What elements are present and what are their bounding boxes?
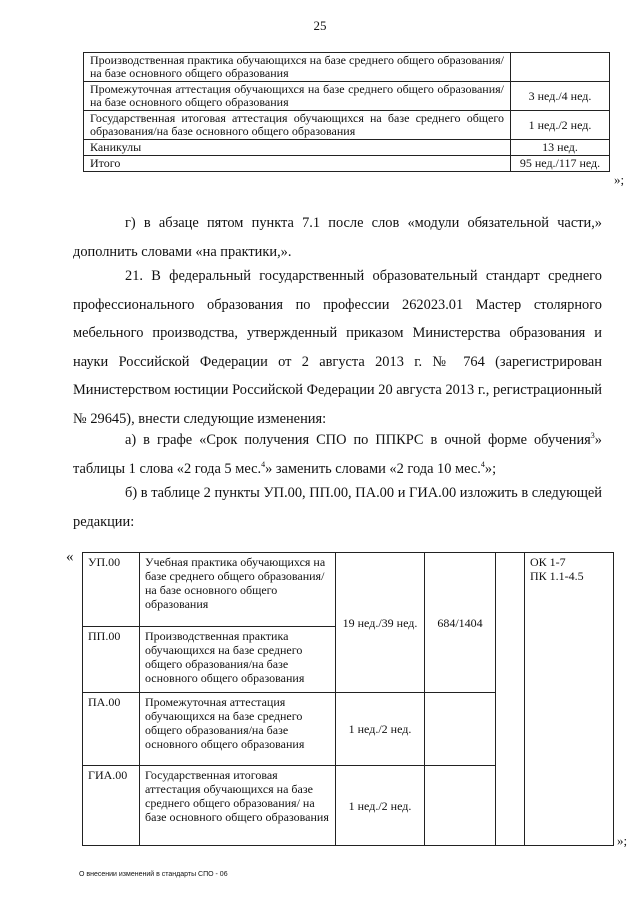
table-cell-name: Государственная итоговая аттестация обучающихся на базе среднего общего образования/ на базе основного общего образования xyxy=(140,766,336,846)
table-cell-duration xyxy=(511,53,610,82)
paragraph-21 xyxy=(73,262,602,433)
paragraph-a-part2: » таблицы 1 слова «2 года 5 мес. xyxy=(73,432,602,477)
table-cell-weeks: 1 нед./2 нед. xyxy=(336,693,425,766)
table-cell-empty xyxy=(496,553,525,846)
table-cell-hours xyxy=(425,693,496,766)
paragraph-a-part4: »; xyxy=(484,460,497,477)
table-cell-name: Производственная практика обучающихся на базе среднего общего образования/на базе основного общего образования xyxy=(140,627,336,693)
table-row xyxy=(84,53,610,82)
paragraph-b-text: б) в таблице 2 пункты УП.00, ПП.00, ПА.00 и ГИА.00 изложить в следующей редакции: xyxy=(73,485,602,530)
table-row xyxy=(84,156,610,172)
table-cell-competencies xyxy=(525,553,614,846)
table-row xyxy=(84,111,610,140)
table-row xyxy=(83,553,614,627)
table-cell-name: Учебная практика обучающихся на базе среднего общего образования/на базе основного общего образования xyxy=(140,553,336,627)
footnote-ref: 4 xyxy=(261,459,266,469)
table-cell-name: Каникулы xyxy=(84,140,511,156)
paragraph-a xyxy=(73,426,602,483)
top-table-closing-quote: »; xyxy=(614,172,625,187)
table-cell-hours xyxy=(425,766,496,846)
table-cell-index: УП.00 xyxy=(83,553,140,627)
table-row xyxy=(84,82,610,111)
paragraph-a-part3: » заменить словами «2 года 10 мес. xyxy=(265,460,481,477)
bottom-table xyxy=(82,552,614,846)
table-cell-weeks: 1 нед./2 нед. xyxy=(336,766,425,846)
competencies-ok: ОК 1-7 xyxy=(530,555,566,569)
table-cell-duration: 95 нед./117 нед. xyxy=(511,156,610,172)
footer-note: О внесении изменений в стандарты СПО - 06 xyxy=(79,871,228,878)
top-table xyxy=(83,52,610,172)
paragraph-g-text: г) в абзаце пятом пункта 7.1 после слов «модули обязательной части,» дополнить словами «на практики,». xyxy=(73,215,602,260)
paragraph-g xyxy=(73,209,602,266)
page-number: 25 xyxy=(313,18,327,33)
table-cell-duration: 13 нед. xyxy=(511,140,610,156)
table-cell-name: Промежуточная аттестация обучающихся на базе среднего общего образования/на базе основного общего образования xyxy=(84,82,511,111)
table-cell-index: ГИА.00 xyxy=(83,766,140,846)
table-cell-duration: 3 нед./4 нед. xyxy=(511,82,610,111)
bottom-table-closing-quote: »; xyxy=(617,833,628,848)
bottom-table-opening-quote: « xyxy=(66,549,74,565)
table-cell-weeks-merged: 19 нед./39 нед. xyxy=(336,553,425,693)
table-cell-hours-merged: 684/1404 xyxy=(425,553,496,693)
table-cell-name: Промежуточная аттестация обучающихся на базе среднего общего образования/на базе основного общего образования xyxy=(140,693,336,766)
paragraph-a-part1: а) в графе «Срок получения СПО по ППКРС в очной форме обучения xyxy=(125,432,591,448)
table-cell-name: Производственная практика обучающихся на базе среднего общего образования/на базе основного общего образования xyxy=(84,53,511,82)
paragraph-21-text: 21. В федеральный государственный образовательный стандарт среднего профессионального образования по профессии 262023.01 Мастер столярного мебельного производства, утвержденный приказом Министерства образования и науки Российской Федерации от 2 августа 2013 г. № 764 (зарегистрирован Министерством юстиции Российской Федерации 20 августа 2013 г., регистрационный № 29645), внести следующие изменения: xyxy=(73,268,602,427)
table-cell-name: Итого xyxy=(84,156,511,172)
footnote-ref: 4 xyxy=(480,459,485,469)
competencies-pk: ПК 1.1-4.5 xyxy=(530,569,584,583)
table-cell-name: Государственная итоговая аттестация обучающихся на базе среднего общего образования/на базе основного общего образования xyxy=(84,111,511,140)
table-cell-duration: 1 нед./2 нед. xyxy=(511,111,610,140)
footnote-ref: 3 xyxy=(590,431,595,441)
paragraph-a-text xyxy=(73,426,602,483)
table-row xyxy=(84,140,610,156)
paragraph-b xyxy=(73,479,602,536)
table-cell-index: ПП.00 xyxy=(83,627,140,693)
table-cell-index: ПА.00 xyxy=(83,693,140,766)
